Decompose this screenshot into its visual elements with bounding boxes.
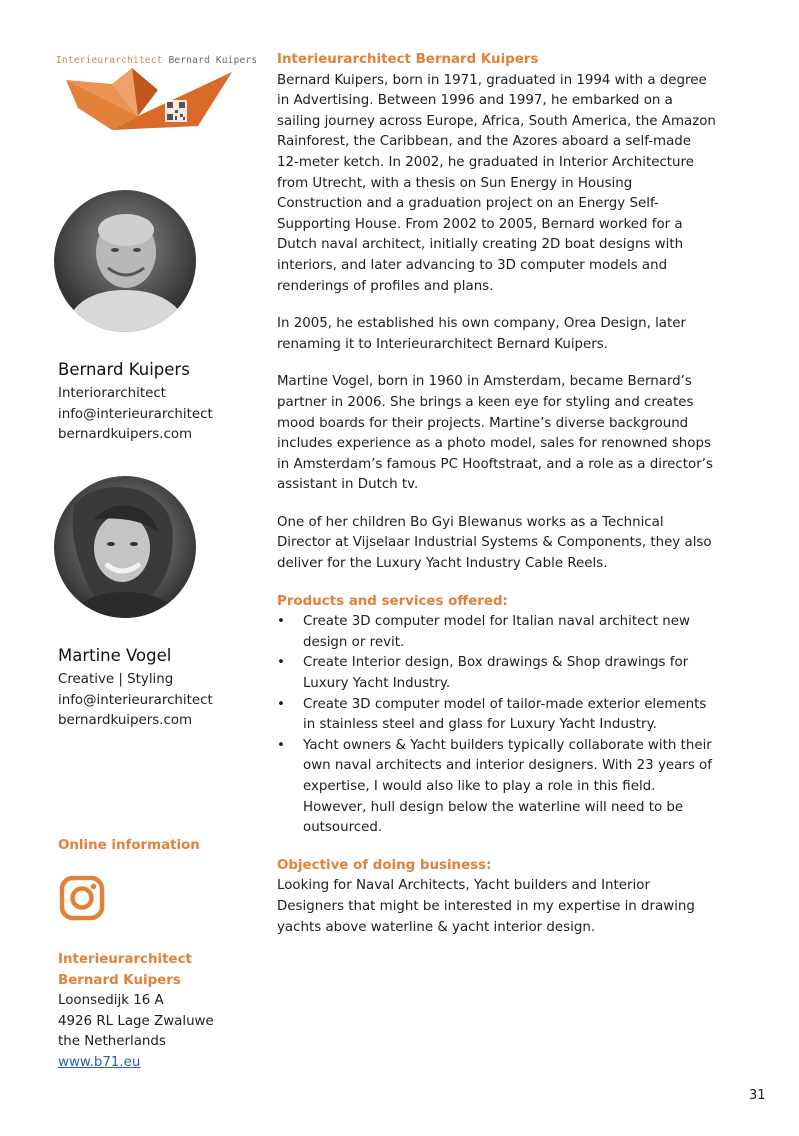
list-item: • Create Interior design, Box drawings & Shop drawings for Luxury Yacht Industry. bbox=[277, 653, 717, 694]
address-block bbox=[58, 950, 214, 1074]
portrait-bernard bbox=[54, 190, 196, 332]
list-item: • Create 3D computer model of tailor-made exterior elements in stainless steel and glass for Luxury Yacht Industry. bbox=[277, 695, 717, 736]
avatar-bernard bbox=[54, 190, 196, 332]
paper-boat-logo bbox=[66, 68, 236, 134]
list-item: • Create 3D computer model for Italian naval architect new design or revit. bbox=[277, 612, 717, 653]
paragraph-bio: Bernard Kuipers, born in 1971, graduated in 1994 with a degree in Advertising. Between 1996 and 1997, he embarked on a sailing journey across Europe, Africa, South America, the Amazon Rainforest, the Caribbean, and the Azores aboard a self-made 12-meter ketch. In 2002, he graduated in Interior Architecture from Utrecht, with a thesis on Sun Energy in Housing Construction and a graduation project on an Energy Self-Supporting House. From 2002 to 2005, Bernard worked for a Dutch naval architect, initially creating 2D boat designs with interiors, and later advancing to 3D computer models and renderings of profiles and plans. bbox=[277, 72, 716, 294]
address-street: Loonsedijk 16 A bbox=[58, 993, 164, 1009]
website-link[interactable]: www.b71.eu bbox=[58, 1054, 141, 1070]
paragraph-company: In 2005, he established his own company, Orea Design, later renaming it to Interieurarchitect Bernard Kuipers. bbox=[277, 316, 687, 352]
paragraph-children: One of her children Bo Gyi Blewanus works as a Technical Director at Vijselaar Industrial Systems & Components, they also deliver for the Luxury Yacht Industry Cable Reels. bbox=[277, 514, 712, 572]
objective-text: Looking for Naval Architects, Yacht builders and Interior Designers that might be interested in my expertise in drawing yachts above waterline & yacht interior design. bbox=[277, 878, 695, 935]
avatar-martine bbox=[54, 476, 196, 618]
instagram-icon[interactable] bbox=[59, 875, 105, 921]
logo-text-part2: Bernard Kuipers bbox=[168, 55, 258, 66]
products-list bbox=[277, 612, 717, 839]
person2-name: Martine Vogel bbox=[58, 646, 172, 665]
person1-email-line2: bernardkuipers.com bbox=[58, 427, 193, 443]
portrait-martine bbox=[54, 476, 196, 618]
logo-text bbox=[56, 55, 257, 66]
paragraph-martine: Martine Vogel, born in 1960 in Amsterdam, became Bernard’s partner in 2006. She brings a keen eye for styling and creates mood boards for their projects. Martine’s diverse background includes experience as a photo model, sales for renowned shops in Amsterdam’s famous PC Hooftstraat, and a role as a director’s assistant in Dutch tv. bbox=[277, 374, 713, 493]
person1-info bbox=[58, 384, 213, 446]
person2-email-line2: bernardkuipers.com bbox=[58, 713, 193, 729]
page-number: 31 bbox=[749, 1088, 766, 1103]
main-title: Interieurarchitect Bernard Kuipers bbox=[277, 52, 539, 67]
person2-role: Creative | Styling bbox=[58, 672, 174, 687]
person1-name: Bernard Kuipers bbox=[58, 360, 190, 379]
logo-text-part1: Interieurarchitect bbox=[56, 55, 163, 66]
objective-heading: Objective of doing business: bbox=[277, 857, 492, 873]
address-city: 4926 RL Lage Zwaluwe bbox=[58, 1013, 214, 1029]
address-country: the Netherlands bbox=[58, 1034, 166, 1050]
person1-email-line1: info@interieurarchitect bbox=[58, 406, 213, 422]
online-heading: Online information bbox=[58, 838, 200, 853]
person1-role: Interiorarchitect bbox=[58, 386, 166, 401]
main-content bbox=[277, 50, 717, 955]
person2-info bbox=[58, 670, 213, 732]
products-heading: Products and services offered: bbox=[277, 593, 508, 609]
address-company-line1: Interieurarchitect bbox=[58, 952, 192, 967]
list-item: • Yacht owners & Yacht builders typically collaborate with their own naval architects and interior designers. With 23 years of expertise, I would also like to play a role in this field. However, hull design below the waterline will need to be outsourced. bbox=[277, 736, 717, 839]
address-company-line2: Bernard Kuipers bbox=[58, 972, 181, 988]
person2-email-line1: info@interieurarchitect bbox=[58, 692, 213, 708]
